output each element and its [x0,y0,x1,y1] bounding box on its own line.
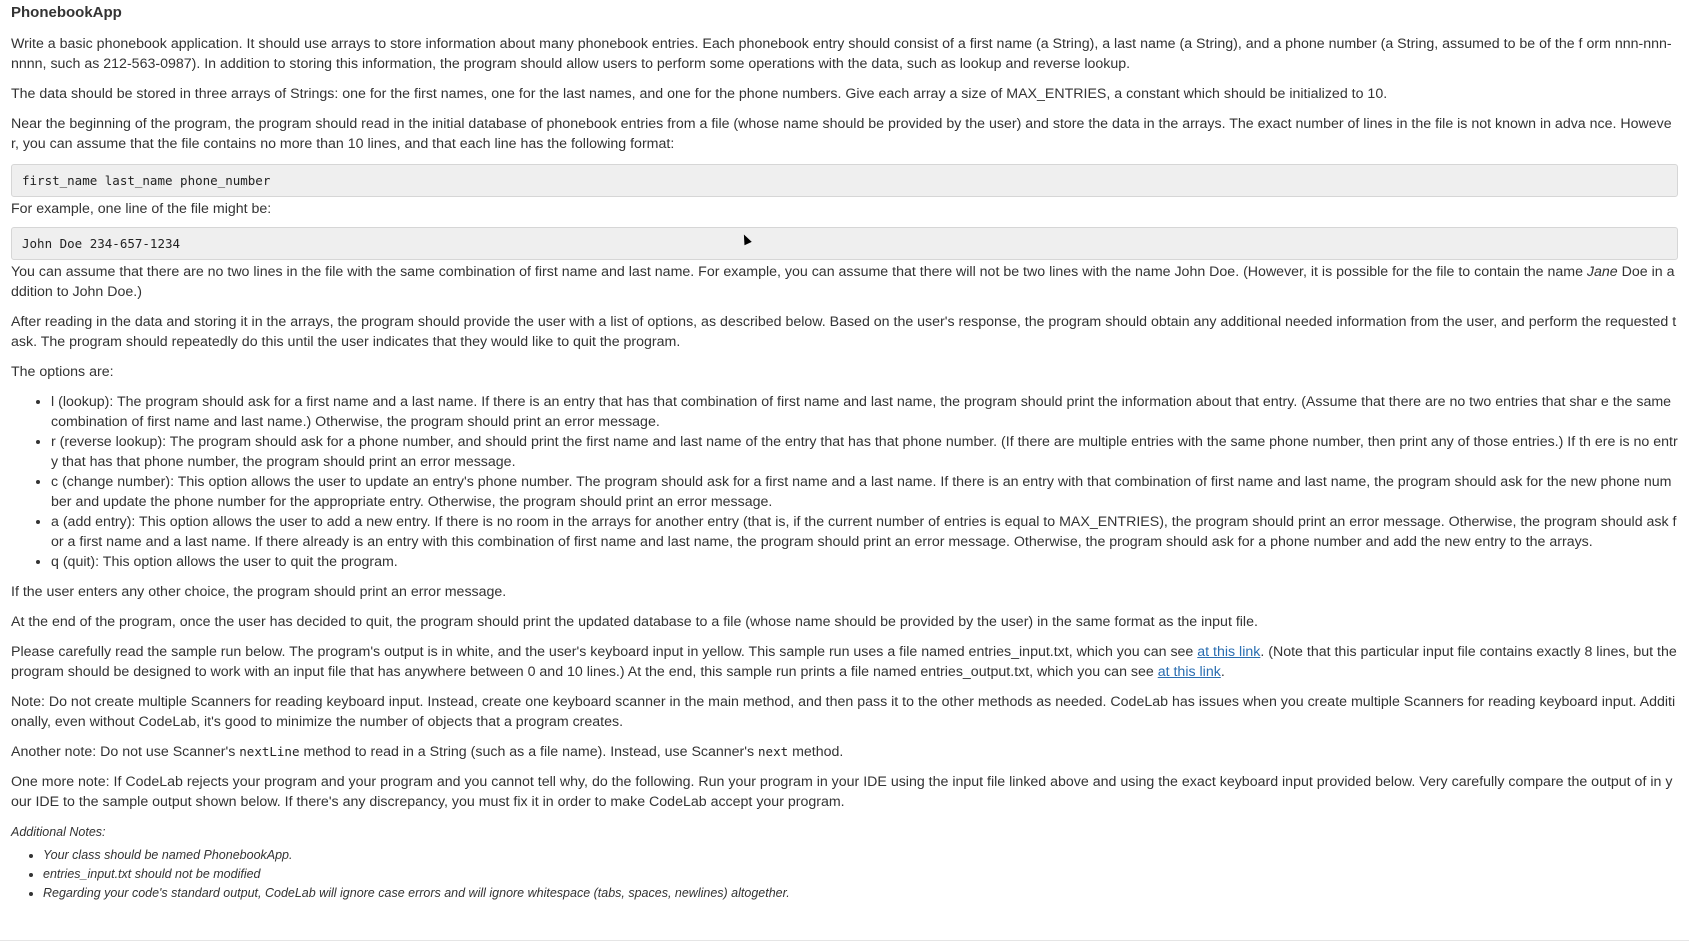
nextline-note-paragraph [11,742,1678,762]
sample-run-paragraph [11,642,1678,682]
output-file-paragraph: At the end of the program, once the user has decided to quit, the program should print the updated database to a file (whose name should be provided by the user) in the same format as the input file. [11,614,1258,630]
example-code-block: John Doe 234-657-1234 [11,227,1678,260]
note-class-name: • Your class should be named PhonebookApp. [43,846,1678,865]
output-file-link[interactable]: at this link [1157,664,1221,680]
options-intro-paragraph: After reading in the data and storing it in the arrays, the program should provide the user with a list of options, as described below. Based on the user's response, the program should obtain any additional needed information from the user, and perform the requested task. The program should repeatedly do this until the user indicates that they would like to quit the program. [11,314,1677,350]
jane-emphasis: Jane [1586,264,1618,280]
options-list [11,392,1678,572]
invalid-choice-paragraph: If the user enters any other choice, the program should print an error message. [11,584,507,600]
intro-paragraph: Write a basic phonebook application. It should use arrays to store information about many phonebook entries. Each phonebook entry should consist of a first name (a String), a last name (a String), and a phone number (a String, assumed to be of the f orm nnn-nnn-nnnn, such as 212-563-0987). In addition to storing this information, the program should allow users to perform some operations with the data, such as lookup and reverse lookup. [11,36,1672,72]
sample-text-a: Please carefully read the sample run below. The program's output is in white, and the user's keyboard input in yellow. This sample run uses a file named entries_input.txt, which you can see [11,644,1198,660]
options-heading: The options are: [11,364,114,380]
input-file-link[interactable]: at this link [1197,644,1261,660]
option-add-entry: • a (add entry): This option allows the user to add a new entry. If there is no room in the arrays for another entry (that is, if the current number of entries is equal to MAX_ENTRIES), the program should print an error message. Otherwise, the program should ask for a first name and a last name. If there already is an entry with this combination of first name and last name, the program should print an error message. Otherwise, the program should ask for a phone number and add the new entry to the arrays. [51,512,1678,552]
example-intro: For example, one line of the file might be: [11,201,272,217]
page-title: PhonebookApp [11,4,122,21]
file-format-paragraph: Near the beginning of the program, the program should read in the initial database of phonebook entries from a file (whose name should be provided by the user) and store the data in the arrays. The exact number of lines in the file is not known in adva nce. However, you can assume that the file contains no more than 10 lines, and that each line has the following format: [11,116,1672,152]
scanner-note-paragraph: Note: Do not create multiple Scanners for reading keyboard input. Instead, create one keyboard scanner in the main method, and then pass it to the other methods as needed. CodeLab has issues when you create multiple Scanners for reading keyboard input. Additionally, even without CodeLab, it's good to minimize the number of objects that a program creates. [11,694,1676,730]
option-change-number: • c (change number): This option allows the user to update an entry's phone number. The program should ask for a first name and a last name. If there is an entry with that combination of first name and last name, the program should ask for the new phone number and update the phone number for the appropriate entry. Otherwise, the program should print an error message. [51,472,1678,512]
sample-text-c: . [1220,664,1225,680]
nextline-code: nextLine [239,744,300,759]
next-code: next [758,744,789,759]
storage-paragraph: The data should be stored in three arrays of Strings: one for the first names, one for the last names, and one for the phone numbers. Give each array a size of MAX_ENTRIES, a constant which should be initialized to 10. [11,86,1388,102]
note-whitespace: • Regarding your code's standard output, CodeLab will ignore case errors and will ignore whitespace (tabs, spaces, newlines) altogether. [43,884,1678,903]
note-input-file: • entries_input.txt should not be modified [43,865,1678,884]
nextline-text-c: method. [788,744,844,760]
additional-notes-heading: Additional Notes: [11,825,106,839]
sample-text-b: . (Note that this particular input file contains exactly 8 lines, but the program should be designed to work with an input file that has anywhere between 0 and 10 lines.) At the end, this sample run prints a file named entries_output.txt, which you can see [11,644,1677,680]
additional-notes-list [11,846,1678,903]
option-quit: • q (quit): This option allows the user to quit the program. [51,552,1678,572]
option-reverse-lookup: • r (reverse lookup): The program should ask for a phone number, and should print the first name and last name of the entry that has that phone number. (If there are multiple entries with the same phone number, then print any of those entries.) If th ere is no entry that has that phone number, the program should print an error message. [51,432,1678,472]
format-code-block: first_name last_name phone_number [11,164,1678,197]
codelab-note-paragraph: One more note: If CodeLab rejects your program and your program and you cannot tell why, do the following. Run your program in your IDE using the input file linked above and using the exact keyboard input provided below. Very carefully compare the output of in your IDE to the sample output shown below. If there's any discrepancy, you must fix it in order to make CodeLab accept your program. [11,774,1673,810]
option-lookup: • l (lookup): The program should ask for a first name and a last name. If there is an entry that has that combination of first name and last name, the program should print the information about that entry. (Assume that there are no two entries that shar e the same combination of first name and last name.) Otherwise, the program should print an error message. [51,392,1678,432]
unique-name-paragraph [11,262,1678,302]
unique-text-a: You can assume that there are no two lines in the file with the same combination of first name and last name. For example, you can assume that there will not be two lines with the name John Doe. (However, it is possible for the file to contain the name [11,264,1587,280]
nextline-text-b: method to read in a String (such as a file name). Instead, use Scanner's [299,744,759,760]
bottom-divider [0,940,1689,941]
unique-text-b: Doe in addition to John Doe.) [11,264,1675,300]
nextline-text-a: Another note: Do not use Scanner's [11,744,240,760]
